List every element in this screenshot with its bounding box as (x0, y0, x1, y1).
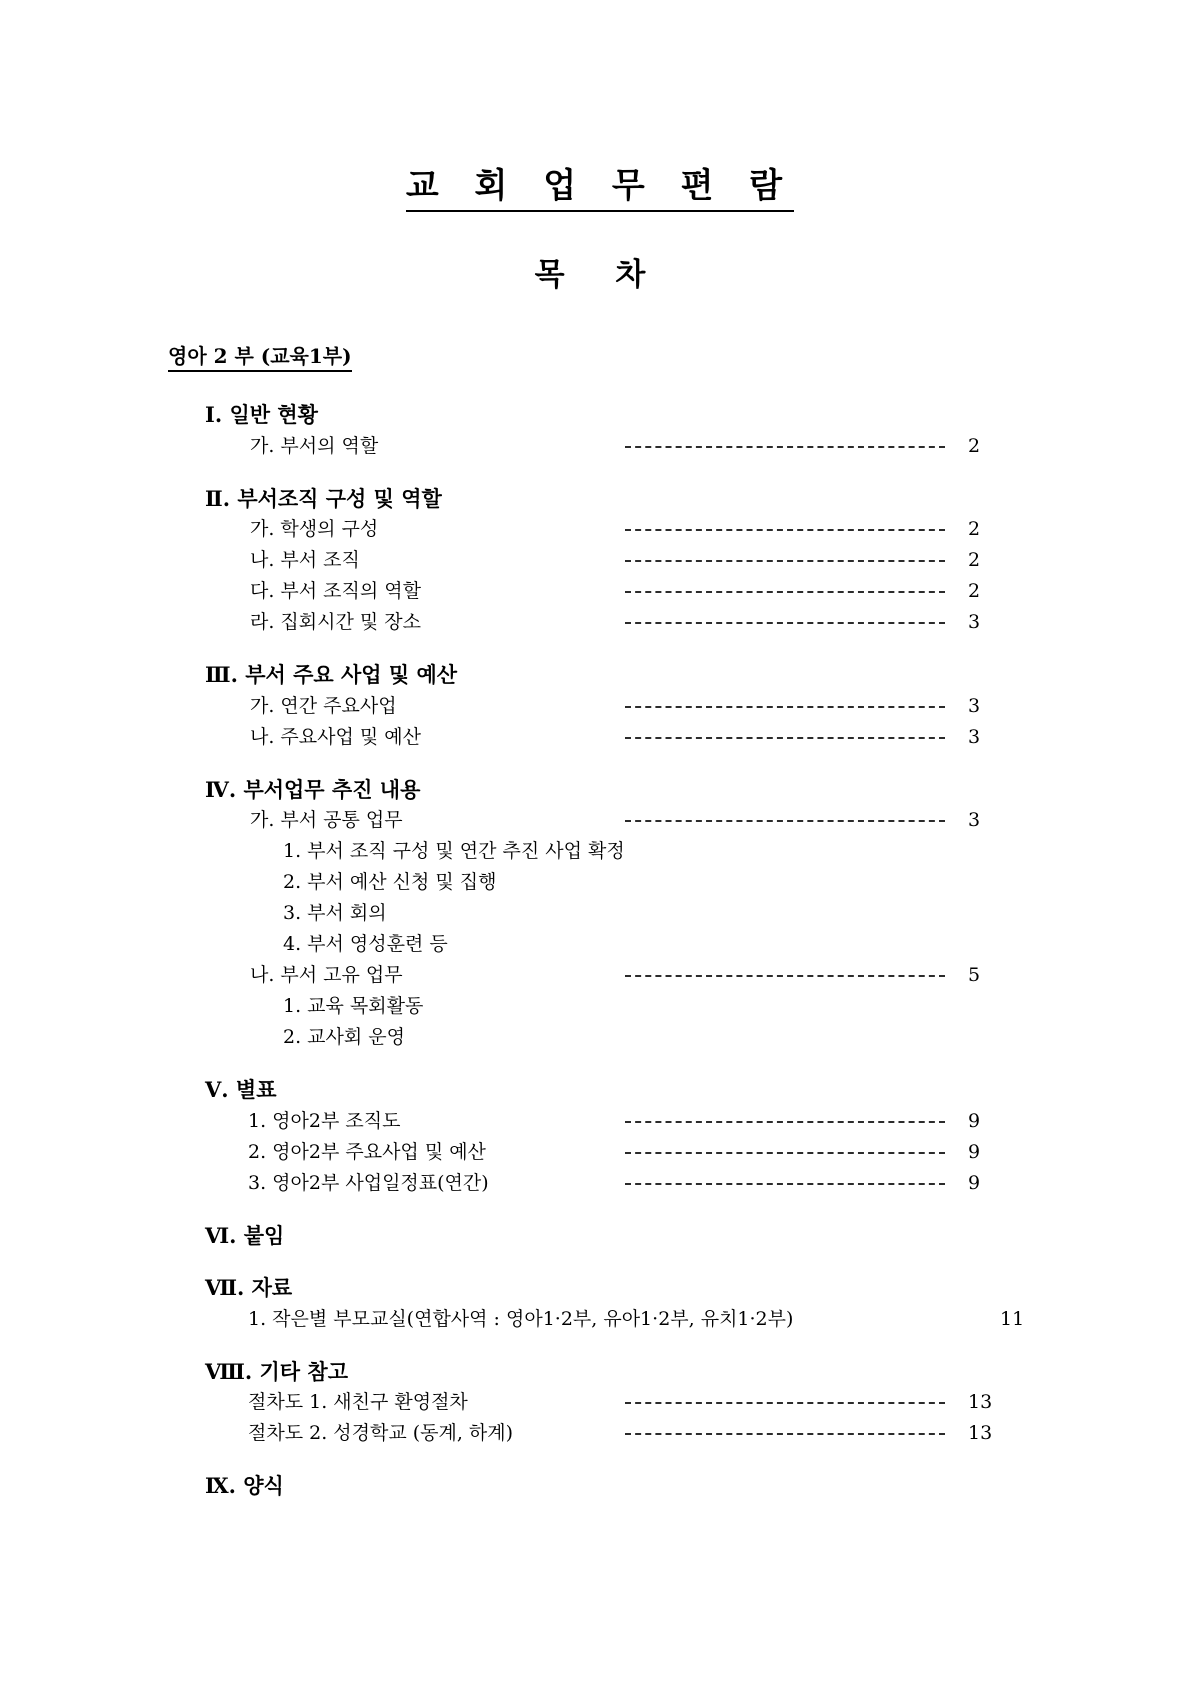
toc-section-title[interactable]: Ⅳ. 부서업무 추진 내용 (205, 776, 421, 802)
toc-entry[interactable] (0, 431, 1200, 462)
toc-entry-label: 나. 부서 고유 업무 (250, 964, 403, 987)
toc-entry[interactable] (0, 576, 1200, 607)
toc-entry-label: 3. 영아2부 사업일정표(연간) (248, 1171, 489, 1194)
toc-entry-page-number: 9 (968, 1140, 981, 1163)
toc-entry-page-number: 2 (968, 549, 981, 572)
toc-section-title[interactable]: Ⅵ. 붙임 (205, 1222, 285, 1248)
toc-entry[interactable] (0, 1137, 1200, 1168)
toc-leader-line (625, 446, 945, 448)
toc-section-title[interactable]: Ⅸ. 양식 (205, 1472, 284, 1498)
toc-leader-line (625, 529, 945, 531)
toc-entry-label: 가. 학생의 구성 (250, 518, 379, 541)
toc-entry-page-number: 9 (968, 1109, 981, 1132)
toc-section (0, 484, 1200, 638)
toc-entry-page-number: 3 (968, 725, 981, 748)
toc-entry-label: 1. 작은별 부모교실(연합사역 : 영아1·2부, 유아1·2부, 유치1·2부) (248, 1307, 794, 1330)
toc-leader-line (625, 1433, 945, 1435)
toc-section-title[interactable]: Ⅶ. 자료 (205, 1275, 293, 1301)
part-heading (168, 344, 1200, 372)
toc-entry[interactable] (0, 1387, 1200, 1418)
toc-entry-label: 2. 교사회 운영 (283, 1026, 405, 1049)
toc-entry[interactable] (0, 1304, 1200, 1335)
toc-entry-page-number: 13 (968, 1390, 993, 1413)
toc-leader-line (625, 591, 945, 593)
toc-section-title[interactable]: Ⅰ. 일반 현황 (205, 402, 318, 428)
toc-entry-label: 2. 영아2부 주요사업 및 예산 (248, 1140, 486, 1163)
toc-leader-line (625, 1183, 945, 1185)
toc-entry-page-number: 3 (968, 694, 981, 717)
toc-entry-label: 나. 주요사업 및 예산 (250, 725, 421, 748)
toc-entry-page-number: 3 (968, 611, 981, 634)
toc-section (0, 775, 1200, 1053)
toc-section (0, 1221, 1200, 1251)
toc-leader-line (625, 1121, 945, 1123)
toc-entry-page-number: 13 (968, 1421, 993, 1444)
toc-section (0, 1075, 1200, 1198)
toc-leader-line (625, 622, 945, 624)
toc-entry-label: 4. 부서 영성훈련 등 (283, 933, 448, 956)
toc-entry[interactable] (0, 991, 1200, 1022)
toc-entry-page-number: 9 (968, 1171, 981, 1194)
toc-entry-label: 절차도 2. 성경학교 (동계, 하계) (248, 1421, 514, 1444)
toc-entry[interactable] (0, 1022, 1200, 1053)
toc-entry-label: 절차도 1. 새친구 환영절차 (248, 1390, 468, 1413)
toc-entry[interactable] (0, 1106, 1200, 1137)
document-title-text: 교 회 업 무 편 람 (406, 168, 794, 212)
toc-section-title[interactable]: Ⅴ. 별표 (205, 1077, 277, 1103)
toc-entry-label: 3. 부서 회의 (283, 902, 387, 925)
toc-entry-label: 1. 교육 목회활동 (283, 995, 424, 1018)
toc-section-title[interactable]: Ⅲ. 부서 주요 사업 및 예산 (205, 662, 458, 688)
toc-entry-page-number: 2 (968, 580, 981, 603)
toc-entry-page-number: 5 (968, 964, 981, 987)
toc-entry-label: 나. 부서 조직 (250, 549, 360, 572)
toc-entry-page-number: 3 (968, 809, 981, 832)
toc-section (0, 1273, 1200, 1334)
toc-entry-page-number: 11 (1000, 1307, 1025, 1330)
toc-entry-label: 라. 집회시간 및 장소 (250, 611, 421, 634)
toc-leader-line (625, 1402, 945, 1404)
toc-leader-line (625, 737, 945, 739)
toc-section (0, 1357, 1200, 1449)
toc-leader-line (625, 706, 945, 708)
toc-entry-label: 가. 연간 주요사업 (250, 694, 397, 717)
toc-entry-label: 1. 영아2부 조직도 (248, 1109, 401, 1132)
part-heading-text: 영아 2 부 (교육1부) (168, 344, 352, 372)
toc-entry[interactable] (0, 722, 1200, 753)
toc-section-title[interactable]: Ⅱ. 부서조직 구성 및 역할 (205, 485, 442, 511)
toc-entry-page-number: 2 (968, 434, 981, 457)
toc-entry[interactable] (0, 867, 1200, 898)
toc-section (0, 1471, 1200, 1501)
toc-entry-label: 1. 부서 조직 구성 및 연간 추진 사업 확정 (283, 840, 625, 863)
toc-entry[interactable] (0, 545, 1200, 576)
toc-list (0, 400, 1200, 1501)
toc-entry-label: 가. 부서 공통 업무 (250, 809, 403, 832)
toc-entry[interactable] (0, 1168, 1200, 1199)
toc-entry-label: 다. 부서 조직의 역할 (250, 580, 421, 603)
toc-section-title[interactable]: Ⅷ. 기타 참고 (205, 1358, 348, 1384)
toc-entry[interactable] (0, 1418, 1200, 1449)
toc-entry-label: 2. 부서 예산 신청 및 집행 (283, 871, 497, 894)
toc-entry[interactable] (0, 960, 1200, 991)
toc-leader-line (625, 820, 945, 822)
toc-leader-line (625, 975, 945, 977)
toc-entry-label: 가. 부서의 역할 (250, 434, 379, 457)
toc-entry[interactable] (0, 514, 1200, 545)
toc-entry[interactable] (0, 898, 1200, 929)
toc-entry[interactable] (0, 836, 1200, 867)
toc-leader-line (625, 560, 945, 562)
toc-entry[interactable] (0, 691, 1200, 722)
toc-section (0, 400, 1200, 461)
document-title (0, 0, 1200, 212)
toc-entry[interactable] (0, 607, 1200, 638)
toc-section (0, 660, 1200, 752)
toc-leader-line (625, 1152, 945, 1154)
toc-entry[interactable] (0, 805, 1200, 836)
toc-entry-page-number: 2 (968, 518, 981, 541)
toc-entry[interactable] (0, 929, 1200, 960)
table-of-contents-heading: 목 차 (534, 257, 666, 294)
